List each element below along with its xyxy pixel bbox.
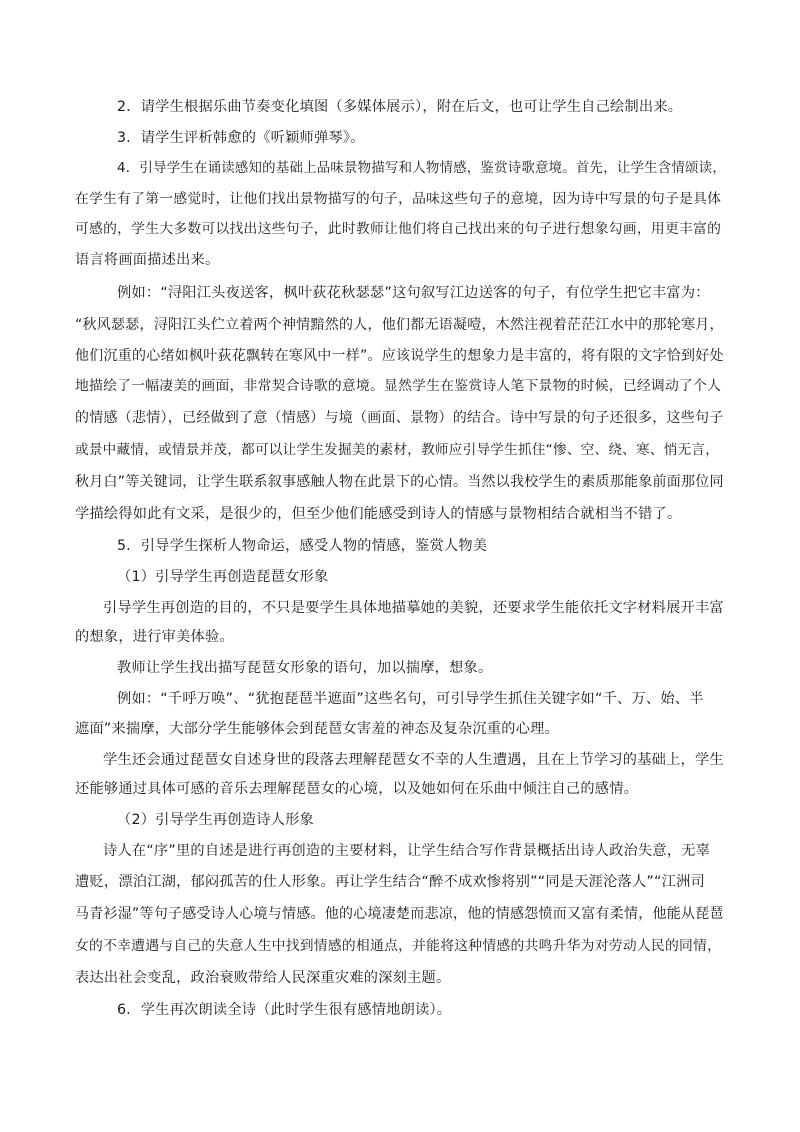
paragraph-line: 6．学生再次朗读全诗（此时学生很有感情地朗读）。 <box>117 1002 452 1018</box>
paragraph-line: 地描绘了一幅凄美的画面，非常契合诗歌的意境。显然学生在鉴赏诗人笔下景物的时候，已经调动了个人 <box>75 378 722 394</box>
paragraph-line: 遭贬，漂泊江湖，郁闷孤苦的仕人形象。再让学生结合“醉不成欢惨将别”“同是天涯沦落人”“江洲司 <box>75 874 705 890</box>
paragraph-line: 在学生有了第一感觉时，让他们找出景物描写的句子，品味这些句子的意境，因为诗中写景的句子是具体 <box>75 191 722 207</box>
paragraph-line: 的想象，进行审美体验。 <box>75 629 234 645</box>
paragraph-line: 2．请学生根据乐曲节奏变化填图（多媒体展示），附在后文，也可让学生自己绘制出来。 <box>117 99 683 115</box>
paragraph-line: 学描绘得如此有文采，是很少的，但至少他们能感受到诗人的情感与景物相结合就相当不错了。 <box>75 506 682 522</box>
paragraph-line: 例如：“浔阳江头夜送客，枫叶荻花秋瑟瑟”这句叙写江边送客的句子，有位学生把它丰富为： <box>117 285 710 301</box>
paragraph-line: 的情感（悲情），已经做到了意（情感）与境（画面、景物）的结合。诗中写景的句子还很多，这些句子 <box>75 410 724 426</box>
paragraph-line: 诗人在“序”里的自述是进行再创造的主要材料，让学生结合写作背景概括出诗人政治失意，无辜 <box>103 843 711 859</box>
paragraph-line: 女的不幸遭遇与自己的失意人生中找到情感的相通点，并能将这种情感的共鸣升华为对劳动人民的同情， <box>75 938 722 954</box>
paragraph-line: 引导学生再创造的目的，不只是要学生具体地描摹她的美貌，还要求学生能依托文字材料展开丰富 <box>103 600 724 616</box>
paragraph-line: （2）引导学生再创造诗人形象 <box>117 812 314 828</box>
paragraph-line: 还能够通过具体可感的音乐去理解琵琶女的心境，以及她如何在乐曲中倾注自己的感情。 <box>75 781 639 797</box>
paragraph-line: 或景中藏情，或情景并茂，都可以让学生发掘美的素材，教师应引导学生抓住“惨、空、绕、寒、悄无言， <box>75 442 720 458</box>
paragraph-line: 教师让学生找出描写琵琶女形象的语句，加以揣摩，想象。 <box>117 660 493 676</box>
paragraph-line: 4．引导学生在诵读感知的基础上品味景物描写和人物情感，鉴赏诗歌意境。首先，让学生含情颂读， <box>117 161 726 176</box>
paragraph-line: 例如：“千呼万唤”、“犹抱琵琶半遮面”这些名句，可引导学生抓住关键字如“千、万、始、半 <box>117 691 704 707</box>
paragraph-line: 可感的，学生大多数可以找出这些句子，此时教师让他们将自己找出来的句子进行想象勾画，用更丰富的 <box>75 221 722 237</box>
paragraph-line: 语言将画面描述出来。 <box>75 252 220 268</box>
paragraph-line: 遮面”来揣摩，大部分学生能够体会到琵琶女害羞的神态及复杂沉重的心理。 <box>75 721 560 737</box>
paragraph-line: 表达出社会变乱，政治衰败带给人民深重灾难的深刻主题。 <box>75 970 451 986</box>
paragraph-line: “秋风瑟瑟，浔阳江头伫立着两个神情黯然的人，他们都无语凝噎，木然注视着茫茫江水中的那轮寒月， <box>75 317 724 333</box>
paragraph-line: （1）引导学生再创造琵琶女形象 <box>117 569 329 585</box>
paragraph-line: 马青衫湿”等句子感受诗人心境与情感。他的心境凄楚而悲凉，他的情感怨愤而又富有柔情，他能从琵琶 <box>75 906 724 922</box>
paragraph-line: 5．引导学生探析人物命运，感受人物的情感，鉴赏人物美 <box>117 538 488 554</box>
paragraph-line: 他们沉重的心绪如枫叶荻花飘转在寒风中一样”。应该说学生的想象力是丰富的，将有限的文字恰到好处 <box>75 348 724 364</box>
paragraph-line: 秋月白”等关键词，让学生联系叙事感触人物在此景下的心情。当然以我校学生的素质那能象前面那位同 <box>75 474 724 490</box>
paragraph-line: 学生还会通过琵琶女自述身世的段落去理解琵琶女不幸的人生遭遇，且在上节学习的基础上，学生 <box>103 752 724 768</box>
paragraph-line: 3．请学生评析韩愈的《听颖师弹琴》。 <box>117 130 365 146</box>
